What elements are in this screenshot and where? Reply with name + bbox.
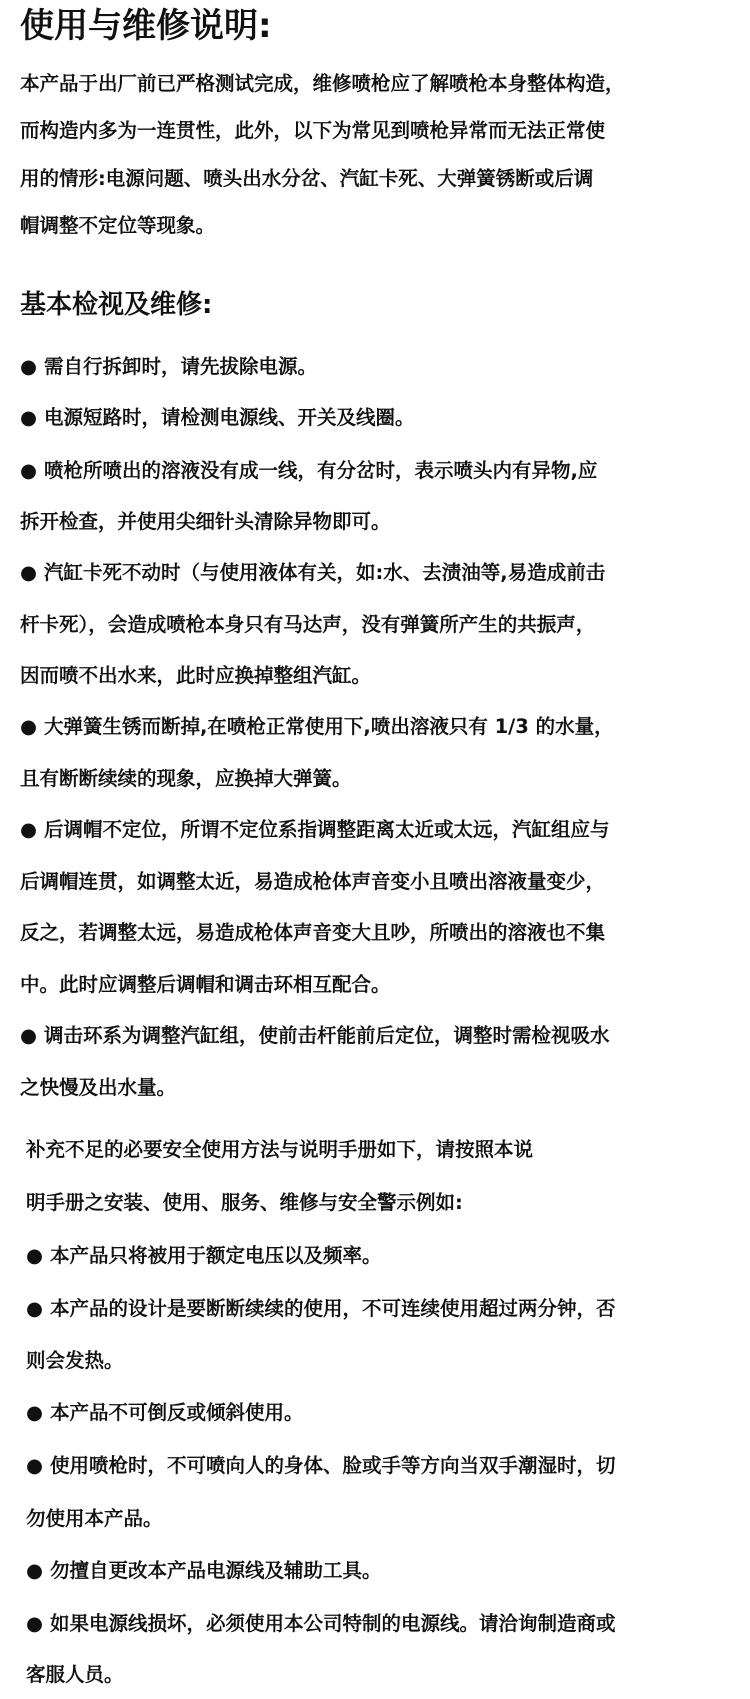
intro-line: 用的情形:电源问题、喷头出水分岔、汽缸卡死、大弹簧锈断或后调 [20,167,594,190]
maintenance-item-continued: 后调帽连贯，如调整太近，易造成枪体声音变小且喷出溶液量变少， [20,870,606,893]
maintenance-item: ● 大弹簧生锈而断掉,在喷枪正常使用下,喷出溶液只有 1/3 的水量， [20,712,614,742]
maintenance-item: ● 电源短路时，请检测电源线、开关及线圈。 [20,403,415,433]
section-title: 基本检视及维修: [20,290,213,320]
maintenance-item-continued: 中。此时应调整后调帽和调击环相互配合。 [20,973,391,996]
maintenance-item: ● 调击环系为调整汽缸组，使前击杆能前后定位，调整时需检视吸水 [20,1021,610,1051]
intro-line: 而构造内多为一连贯性，此外，以下为常见到喷枪异常而无法正常使 [20,119,606,142]
maintenance-item-continued: 拆开检查，并使用尖细针头清除异物即可。 [20,510,391,533]
intro-line: 本产品于出厂前已严格测试完成，维修喷枪应了解喷枪本身整体构造， [20,72,625,95]
maintenance-item-continued: 杆卡死），会造成喷枪本身只有马达声，没有弹簧所产生的共振声， [20,613,596,636]
maintenance-item-continued: 反之，若调整太远，易造成枪体声音变大且吵，所喷出的溶液也不集 [20,921,606,944]
safety-item: ● 本产品只将被用于额定电压以及频率。 [26,1241,382,1271]
safety-item: ● 本产品的设计是要断断续续的使用，不可连续使用超过两分钟，否 [26,1294,616,1324]
safety-item: ● 勿擅自更改本产品电源线及辅助工具。 [26,1556,382,1586]
intro-line: 帽调整不定位等现象。 [20,214,216,237]
maintenance-item-continued: 因而喷不出水来，此时应换掉整组汽缸。 [20,664,372,687]
safety-item-continued: 则会发热。 [26,1349,124,1372]
safety-item: ● 使用喷枪时，不可喷向人的身体、脸或手等方向当双手潮湿时，切 [26,1451,616,1481]
maintenance-item-continued: 之快慢及出水量。 [20,1076,177,1099]
maintenance-item: ● 需自行拆卸时，请先拔除电源。 [20,352,317,382]
maintenance-item: ● 喷枪所喷出的溶液没有成一线，有分岔时，表示喷头内有异物,应 [20,456,597,486]
safety-intro-line: 明手册之安装、使用、服务、维修与安全警示例如: [26,1191,463,1214]
page-title: 使用与维修说明: [20,6,272,46]
safety-intro-line: 补充不足的必要安全使用方法与说明手册如下，请按照本说 [26,1138,534,1161]
maintenance-item-continued: 且有断断续续的现象，应换掉大弹簧。 [20,767,352,790]
safety-item: ● 本产品不可倒反或倾斜使用。 [26,1398,304,1428]
safety-item: ● 如果电源线损坏，必须使用本公司特制的电源线。请洽询制造商或 [26,1609,616,1639]
safety-item-continued: 勿使用本产品。 [26,1507,163,1530]
safety-item-continued: 客服人员。 [26,1663,124,1686]
maintenance-item: ● 汽缸卡死不动时（与使用液体有关，如:水、去渍油等,易造成前击 [20,558,605,588]
maintenance-item: ● 后调帽不定位，所谓不定位系指调整距离太近或太远，汽缸组应与 [20,815,610,845]
